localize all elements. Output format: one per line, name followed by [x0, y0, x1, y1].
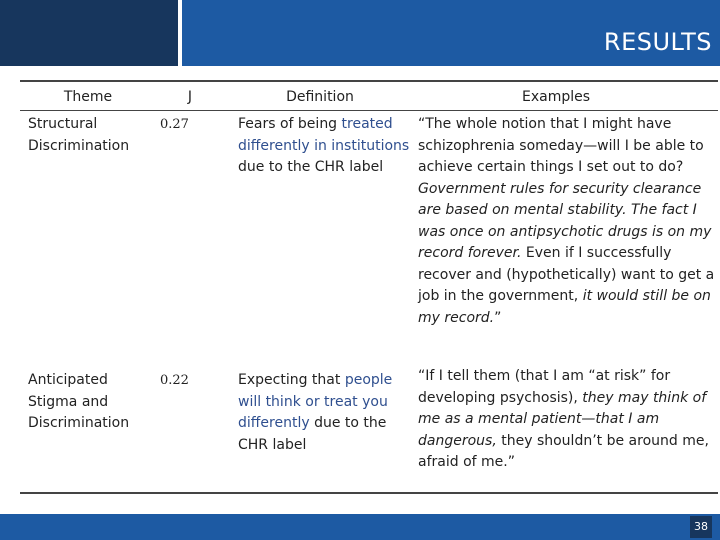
page-number: 38 — [690, 516, 712, 538]
table-header-rule — [20, 110, 718, 111]
table-row-1-examples: “The whole notion that I might have schizophrenia someday—will I be able to achieve certain things I set out to do? Government rules for security clearance are based on mental stability. The fact I was once on antipsychotic drugs is on my record forever. Even if I successfully recover and (hypothetically) want to get a job in the government, it would still be on my record.” — [418, 116, 715, 326]
header-dark-block — [0, 0, 178, 66]
table-top-rule — [20, 80, 718, 82]
slide-title: RESULTS — [603, 28, 712, 56]
column-header-definition: Definition — [286, 89, 354, 105]
table-bottom-rule — [20, 492, 718, 494]
table-row-2-theme: Anticipated Stigma and Discrimination — [28, 372, 130, 431]
table-row-1-theme: Structural Discrimination — [28, 116, 130, 154]
table-row-2-definition: Expecting that people will think or treat you differently due to the CHR label — [238, 372, 393, 453]
slide-footer — [0, 514, 720, 540]
column-header-examples: Examples — [521, 89, 591, 105]
table-row-1-j: 0.27 — [160, 117, 189, 132]
header-separator — [178, 0, 182, 66]
table-row-2-j: 0.22 — [160, 373, 189, 388]
table-row-1-definition: Fears of being treated differently in institutions due to the CHR label — [238, 116, 410, 175]
table-row-2-examples: “If I tell them (that I am “at risk” for developing psychosis), they may think of me as a mental patient—that I am dangerous, they shouldn’t be around me, afraid of me.” — [418, 368, 709, 470]
column-header-theme: Theme — [63, 89, 113, 105]
column-header-j: J — [187, 89, 193, 105]
